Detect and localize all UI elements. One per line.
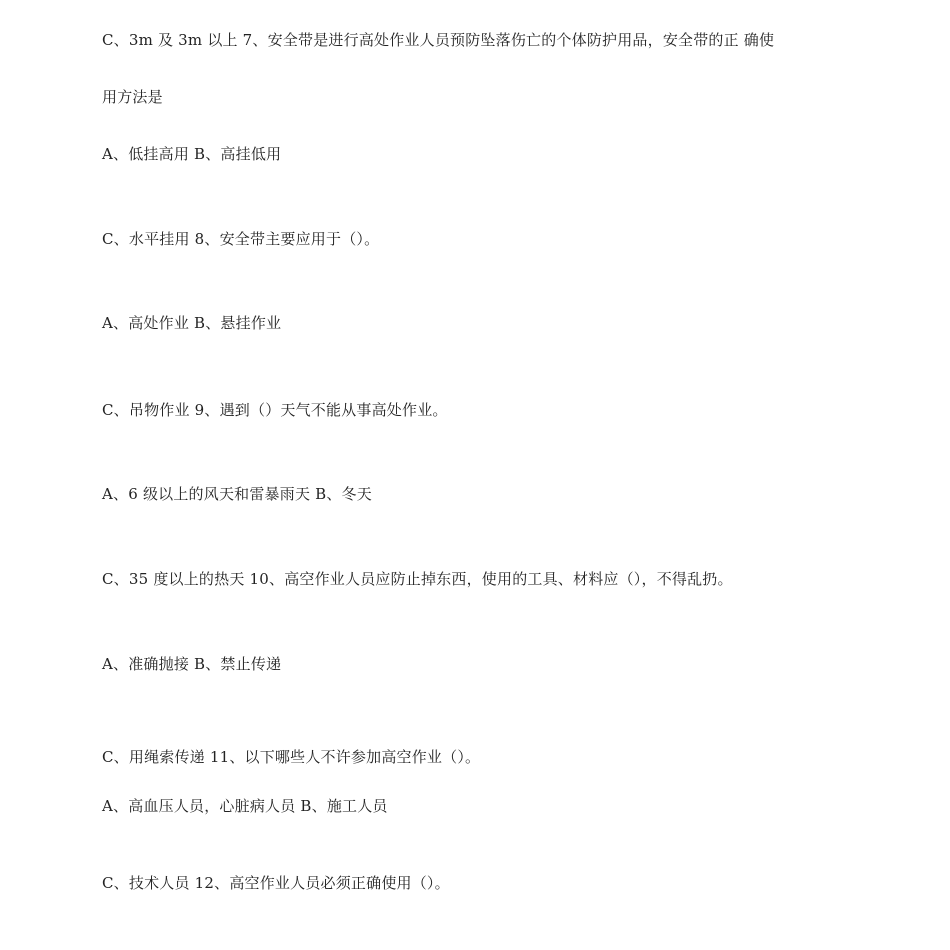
question-11-line: C、用绳索传递 11、以下哪些人不许参加高空作业（）。 <box>102 748 481 766</box>
question-7-line: C、3m 及 3m 以上 7、安全带是进行高处作业人员预防坠落伤亡的个体防护用品，安全带的正 确使 <box>102 31 775 49</box>
question-8-options-ab: A、高处作业 B、悬挂作业 <box>102 314 282 332</box>
question-7-continuation: 用方法是 <box>102 88 163 106</box>
question-8-line: C、水平挂用 8、安全带主要应用于（）。 <box>102 230 380 248</box>
question-11-options-ab: A、高血压人员，心脏病人员 B、施工人员 <box>102 797 388 815</box>
question-12-line: C、技术人员 12、高空作业人员必须正确使用（）。 <box>102 874 450 892</box>
question-9-line: C、吊物作业 9、遇到（）天气不能从事高处作业。 <box>102 401 448 419</box>
question-7-options-ab: A、低挂高用 B、高挂低用 <box>102 145 282 163</box>
question-10-line: C、35 度以上的热天 10、高空作业人员应防止掉东西，使用的工具、材料应（），不得乱扔。 <box>102 570 733 588</box>
question-10-options-ab: A、准确抛接 B、禁止传递 <box>102 655 282 673</box>
question-9-options-ab: A、6 级以上的风天和雷暴雨天 B、冬天 <box>102 485 372 503</box>
